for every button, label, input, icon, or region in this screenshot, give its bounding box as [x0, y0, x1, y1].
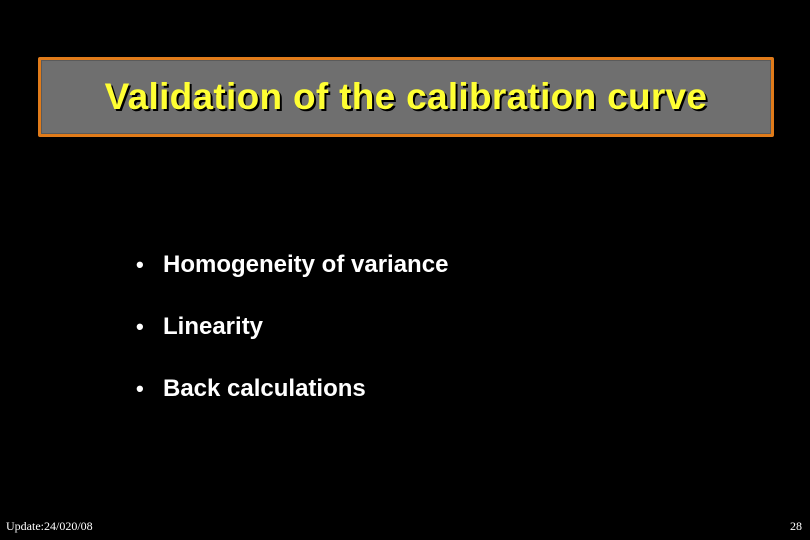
bullet-icon: • [136, 314, 144, 339]
page-number: 28 [790, 519, 802, 533]
list-item [136, 369, 448, 409]
bullet-list [136, 245, 448, 431]
bullet-text: Homogeneity of variance [163, 251, 449, 278]
bullet-icon: • [136, 376, 144, 401]
list-item [136, 307, 448, 347]
bullet-text: Linearity [163, 313, 264, 340]
update-date: Update:24/020/08 [6, 519, 93, 533]
bullet-text: Back calculations [163, 375, 366, 402]
list-item [136, 245, 448, 285]
slide-title: Validation of the calibration curve [104, 76, 708, 117]
title-box [38, 57, 774, 137]
bullet-icon: • [136, 252, 144, 277]
